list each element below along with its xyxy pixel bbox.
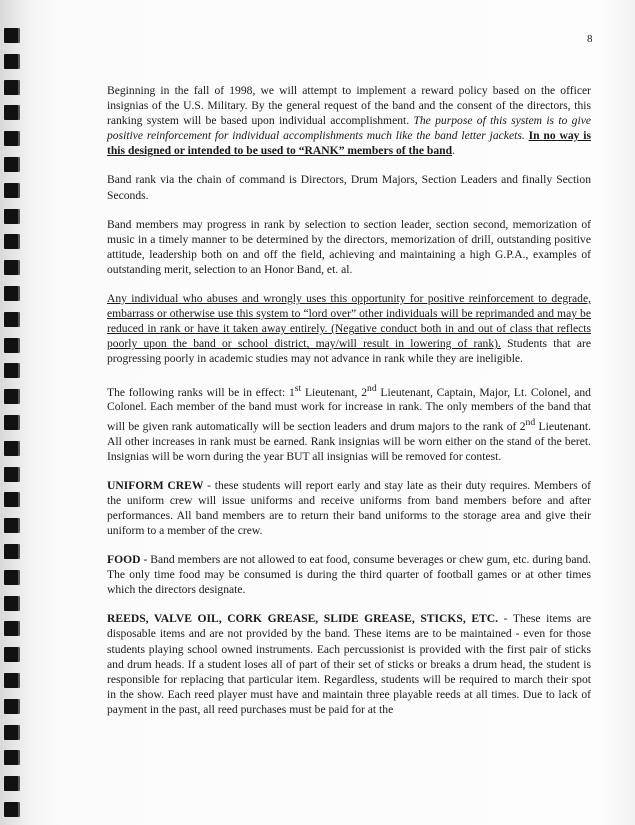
binding-hole — [4, 260, 18, 275]
binding-hole — [4, 544, 18, 559]
binding-hole — [4, 570, 18, 585]
binding-hole — [4, 105, 18, 120]
spiral-binding — [0, 0, 26, 825]
paragraph-supplies: REEDS, VALVE OIL, CORK GREASE, SLIDE GREASE, STICKS, ETC. - These items are disposable items and are not provided by the band. These items are to be maintained - even for those students playing school owned instruments. Each percussionist is provided with the first pair of sticks and drum heads. If a student loses all of part of their set of sticks or breaks a drum head, the student is responsible for replacing that particular item. Regardless, students will be required to march their spot in the show. Each reed player must have and maintain three playable reeds at all times. Due to lack of payment in the past, all reed purchases must be paid for at the — [107, 612, 591, 716]
binding-hole — [4, 363, 18, 378]
binding-hole — [4, 596, 18, 611]
binding-hole — [4, 28, 18, 43]
paragraph-ranks: The following ranks will be in effect: 1st Lieutenant, 2nd Lieutenant, Captain, Major, Lt. Colonel, and Colonel. Each member of the band must work for increase in rank. The only members of the band that will be given rank automatically will be section leaders and drum majors to the rank of 2nd Lieutenant. All other increases in rank must be earned. Rank insignias will be worn either on the stand of the beret. Insignias will be worn during the year BUT all insignias will be removed for contest. — [107, 382, 591, 463]
binding-hole — [4, 54, 18, 69]
binding-hole — [4, 131, 18, 146]
paragraph-chain-of-command: Band rank via the chain of command is Directors, Drum Majors, Section Leaders and finally Section Seconds. — [107, 173, 591, 202]
binding-hole — [4, 621, 18, 636]
document-body — [107, 83, 591, 731]
binding-hole — [4, 312, 18, 327]
paragraph-abuse-warning: Any individual who abuses and wrongly uses this opportunity for positive reinforcement to degrade, embarrass or otherwise use this system to “lord over” other individuals will be reprimanded and may be reduced in rank or have it taken away entirely. (Negative conduct both in and out of class that reflects poorly upon the band or school district, may/will result in lowering of rank). Students that are progressing poorly in academic studies may not advance in rank while they are ineligible. — [107, 292, 592, 366]
binding-hole — [4, 415, 18, 430]
binding-hole — [4, 647, 18, 662]
binding-hole — [4, 234, 18, 249]
binding-hole — [4, 338, 18, 353]
uniform-crew-heading: UNIFORM CREW — [107, 478, 204, 492]
binding-hole — [4, 725, 18, 740]
binding-hole — [4, 209, 18, 224]
food-heading: FOOD — [107, 553, 141, 567]
binding-hole — [4, 389, 18, 404]
paragraph-uniform-crew: UNIFORM CREW - these students will report early and stay late as their duty requires. Members of the uniform crew will issue uniforms and receive uniforms from band members before and after performances. All band members are to return their band uniforms to the storage area and give their uniform to a member of the crew. — [107, 478, 591, 537]
page-number: 8 — [587, 33, 593, 45]
paragraph-reward-policy: Beginning in the fall of 1998, we will attempt to implement a reward policy based on the officer insignias of the U.S. Military. By the general request of the band and the consent of the directors, this ranking system will be based upon individual accomplishment. The purpose of this system is to give positive reinforcement for individual accomplishments much like the band letter jackets. In no way is this designed or intended to be used to “RANK” members of the band. — [107, 84, 591, 158]
purpose-statement: The purpose of this system is to give positive reinforcement for individual accomplishments much like the band letter jackets. — [107, 114, 591, 143]
binding-hole — [4, 80, 18, 95]
binding-hole — [4, 441, 18, 456]
supplies-heading: REEDS, VALVE OIL, CORK GREASE, SLIDE GREASE, STICKS, ETC. — [107, 612, 499, 626]
paragraph-progress-in-rank: Band members may progress in rank by selection to section leader, section second, memorization of music in a timely manner to be determined by the directors, memorization of drill, outstanding positive attitude, leadership both on and off the field, achieving and maintaining a high G.P.A., examples of outstanding merit, selection to an Honor Band, et. al. — [107, 217, 591, 276]
binding-hole — [4, 518, 18, 533]
paragraph-food: FOOD - Band members are not allowed to eat food, consume beverages or chew gum, etc. during band. The only time food may be consumed is during the third quarter of football games or at other times which the directors designate. — [107, 553, 591, 597]
binding-hole — [4, 492, 18, 507]
binding-hole — [4, 157, 18, 172]
binding-hole — [4, 467, 18, 482]
binding-hole — [4, 750, 18, 765]
binding-hole — [4, 699, 18, 714]
binding-hole — [4, 183, 18, 198]
abuse-statement: Any individual who abuses and wrongly uses this opportunity for positive reinforcement to degrade, embarrass or otherwise use this system to “lord over” other individuals will be reprimanded and may be reduced in rank or have it taken away entirely. (Negative conduct both in and out of class that reflects poorly upon the band or school district, may/will result in lowering of rank). — [107, 292, 591, 351]
binding-hole — [4, 286, 18, 301]
rank-disclaimer: In no way is this designed or intended to be used to “RANK” members of the band — [107, 129, 591, 158]
binding-hole — [4, 776, 18, 791]
binding-hole — [4, 802, 18, 817]
binding-hole — [4, 673, 18, 688]
